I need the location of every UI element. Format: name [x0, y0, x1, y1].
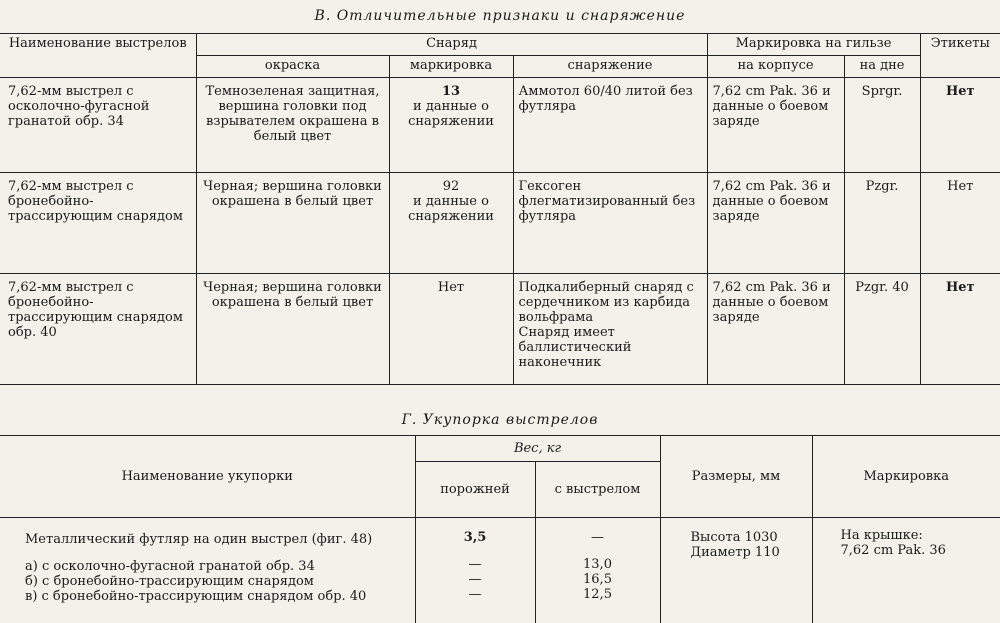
table-row: [0, 78, 1000, 173]
header-filling: снаряжение: [513, 56, 707, 78]
row1-on-bottom: Sprgr.: [844, 78, 920, 173]
row1-marking-text: и данные о снаряжении: [395, 99, 508, 129]
row2-on-body: 7,62 cm Pak. 36 и данные о боевом заряде: [707, 173, 844, 274]
empty-dash-a: —: [416, 557, 535, 572]
row1-marking: [389, 78, 513, 173]
section-g-title: Г. Укупорка выстрелов: [0, 412, 1000, 428]
header-name: Наименование выстрелов: [0, 34, 196, 78]
row1-filling: Аммотол 60/40 литой без футляра: [513, 78, 707, 173]
row3-filling: [513, 274, 707, 385]
packaging-name: Металлический футляр на один выстрел (фиг. 48): [25, 532, 415, 547]
header-packaging-name: Наименование укупорки: [0, 436, 415, 518]
row1-labels: Нет: [920, 78, 1000, 173]
table-row: [0, 173, 1000, 274]
header-marking: маркировка: [389, 56, 513, 78]
row3-marking-num: Нет: [395, 280, 508, 295]
dimensions-cell: [660, 518, 812, 623]
row1-on-body: 7,62 cm Pak. 36 и данные о боевом заряде: [707, 78, 844, 173]
with-round-a: 13,0: [536, 557, 660, 572]
row3-filling-main: Подкалиберный снаряд с сердечником из карбида вольфрама: [519, 280, 702, 325]
empty-dash-c: —: [416, 587, 535, 602]
with-round-c: 12,5: [536, 587, 660, 602]
row2-marking-text: и данные о снаряжении: [395, 194, 508, 224]
empty-dash-b: —: [416, 572, 535, 587]
row2-marking: [389, 173, 513, 274]
header-paint: окраска: [196, 56, 389, 78]
header-on-body: на корпусе: [707, 56, 844, 78]
section-b-title: В. Отличительные признаки и снаряжение: [0, 8, 1000, 24]
header-marking-case: Маркировка на гильзе: [707, 34, 920, 56]
packaging-marking-cell: [812, 518, 1000, 623]
table-row: [0, 518, 1000, 623]
row2-on-bottom: Pzgr.: [844, 173, 920, 274]
table-distinguishing-features: [0, 33, 1000, 385]
empty-weight-cell: [415, 518, 535, 623]
row2-filling: Гексоген флегматизированный без футляра: [513, 173, 707, 274]
row3-filling-extra: Снаряд имеет баллистический наконечник: [519, 325, 702, 370]
table-packaging: [0, 435, 1000, 623]
table-row: [0, 274, 1000, 385]
row3-on-bottom: Pzgr. 40: [844, 274, 920, 385]
header-dimensions: Размеры, мм: [660, 436, 812, 518]
packaging-sub-c: в) с бронебойно-трассирующим снарядом обр. 40: [25, 589, 415, 604]
header-with-round: с выстрелом: [535, 462, 660, 518]
with-round-b: 16,5: [536, 572, 660, 587]
dimension-diameter: Диаметр 110: [691, 545, 812, 560]
packaging-sub-b: б) с бронебойно-трассирующим снарядом: [25, 574, 415, 589]
header-on-bottom: на дне: [844, 56, 920, 78]
row2-paint: Черная; вершина головки окрашена в белый цвет: [196, 173, 389, 274]
with-round-cell: [535, 518, 660, 623]
packaging-sub-a: а) с осколочно-фугасной гранатой обр. 34: [25, 559, 415, 574]
header-empty: порожней: [415, 462, 535, 518]
header-shell: Снаряд: [196, 34, 707, 56]
row3-marking: [389, 274, 513, 385]
row2-name: 7,62-мм выстрел с бронебойно-трассирующим снарядом: [0, 173, 196, 274]
row2-marking-num: 92: [395, 179, 508, 194]
row2-labels: Нет: [920, 173, 1000, 274]
header-packaging-marking: Маркировка: [812, 436, 1000, 518]
row1-name: 7,62-мм выстрел с осколочно-фугасной гранатой обр. 34: [0, 78, 196, 173]
packaging-marking-1: На крышке:: [841, 528, 1000, 543]
row3-name: 7,62-мм выстрел с бронебойно-трассирующим снарядом обр. 40: [0, 274, 196, 385]
row1-paint: Темнозеленая защитная, вершина головки под взрывателем окрашена в белый цвет: [196, 78, 389, 173]
packaging-name-cell: [0, 518, 415, 623]
row3-paint: Черная; вершина головки окрашена в белый цвет: [196, 274, 389, 385]
header-labels: Этикеты: [920, 34, 1000, 78]
packaging-marking-2: 7,62 cm Pak. 36: [841, 543, 1000, 558]
dimension-height: Высота 1030: [691, 530, 812, 545]
empty-weight: 3,5: [416, 530, 535, 545]
with-round-dash: —: [536, 530, 660, 545]
row3-on-body: 7,62 cm Pak. 36 и данные о боевом заряде: [707, 274, 844, 385]
row1-marking-num: 13: [395, 84, 508, 99]
header-weight: Вес, кг: [415, 436, 660, 462]
row3-labels: Нет: [920, 274, 1000, 385]
